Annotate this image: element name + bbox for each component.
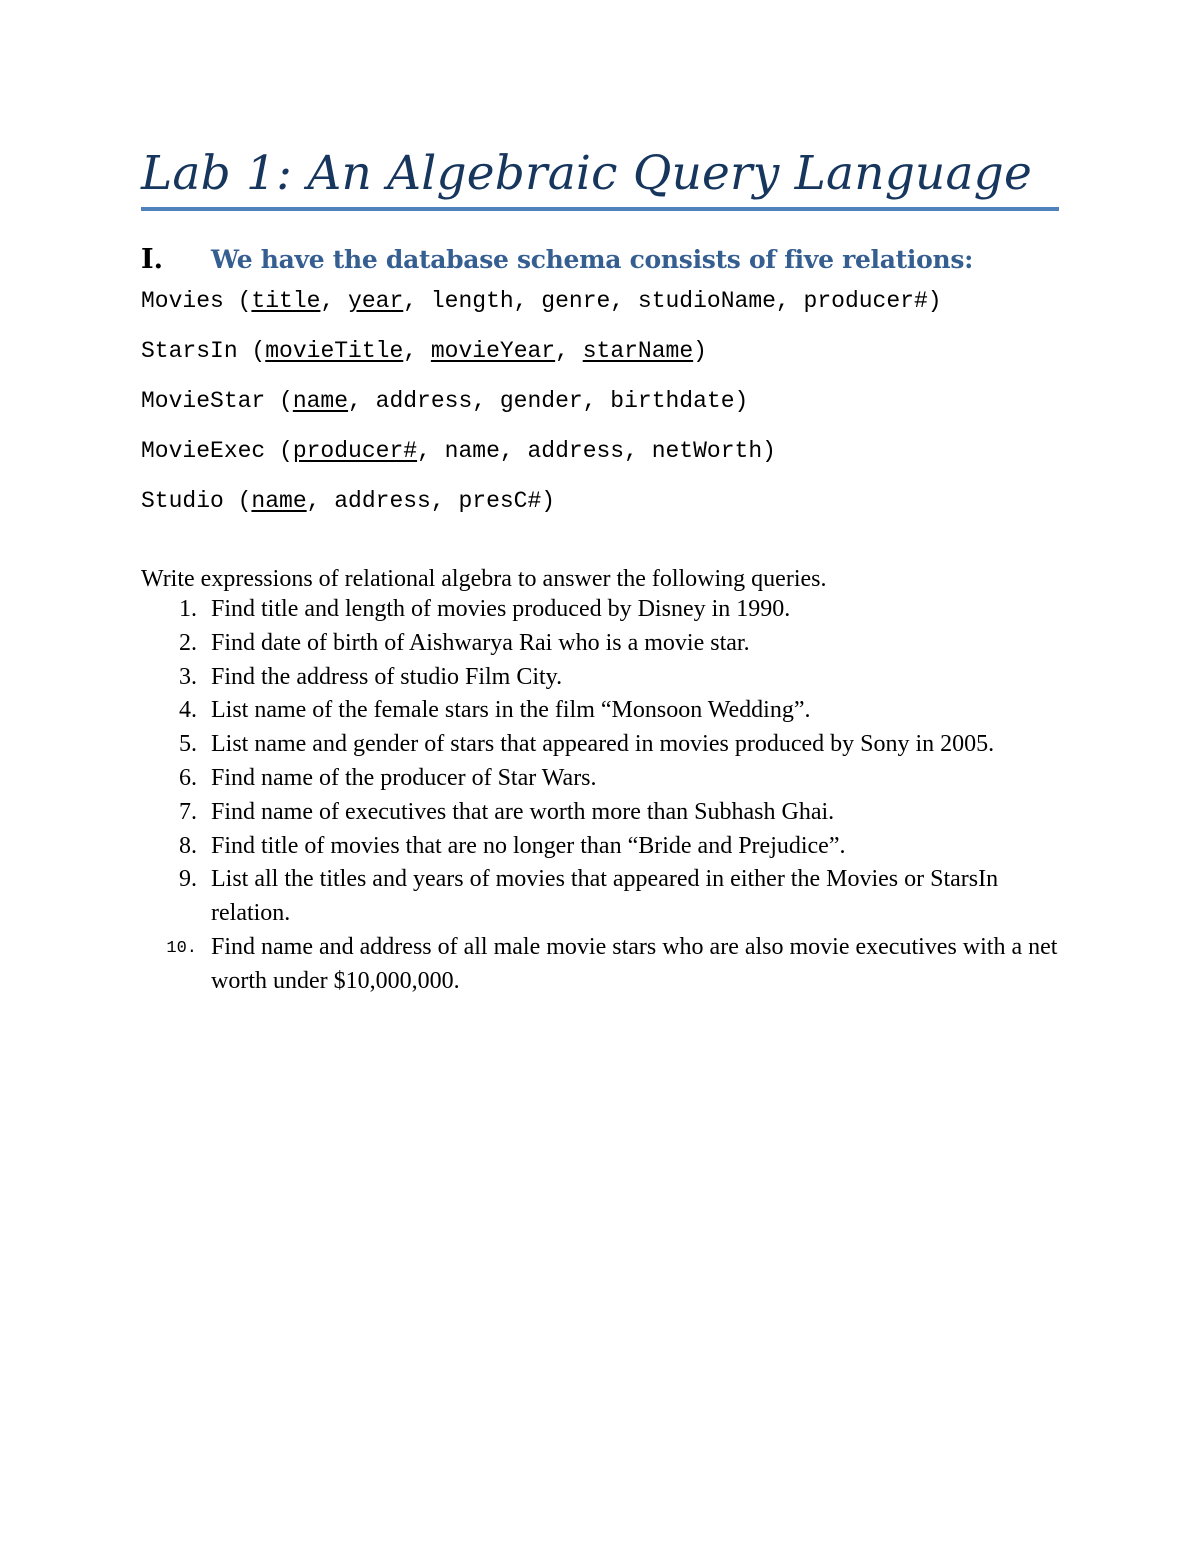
list-item — [141, 728, 1071, 762]
schema-key-attribute: starName — [582, 338, 694, 364]
list-item-text: Find name of the producer of Star Wars. — [211, 764, 597, 791]
schema-text: Movies ( — [141, 288, 252, 314]
schema-key-attribute: name — [251, 488, 307, 514]
list-item-text: List all the titles and years of movies that appeared in either the Movies or StarsIn relation. — [211, 866, 999, 927]
list-item — [141, 661, 1071, 695]
schema-text: , name, address, netWorth) — [417, 438, 776, 464]
list-item-number: 4. — [179, 697, 197, 724]
list-item — [141, 593, 1071, 627]
query-list — [141, 593, 1071, 999]
schema-key-attribute: name — [292, 388, 349, 414]
schema-text: , — [555, 338, 583, 364]
list-item — [141, 931, 1071, 999]
schema-text: MovieStar ( — [141, 388, 293, 414]
list-item-text: List name of the female stars in the film “Monsoon Wedding”. — [211, 697, 811, 724]
list-item-text: List name and gender of stars that appeared in movies produced by Sony in 2005. — [211, 731, 995, 758]
schema-relation-starsin — [141, 336, 707, 366]
schema-text: ) — [693, 338, 707, 364]
list-item-number: 8. — [179, 832, 197, 859]
schema-relation-movieexec — [141, 436, 776, 466]
list-item-text: Find the address of studio Film City. — [211, 663, 563, 690]
schema-text: , address, gender, birthdate) — [348, 388, 749, 414]
page-title: Lab 1: An Algebraic Query Language — [141, 146, 1032, 201]
list-item — [141, 830, 1071, 864]
schema-key-attribute: movieTitle — [265, 338, 404, 364]
schema-text: StarsIn ( — [141, 338, 266, 364]
list-item — [141, 627, 1071, 661]
schema-text: , length, genre, studioName, producer#) — [403, 288, 942, 314]
schema-key-attribute: title — [251, 288, 321, 314]
list-item-number: 7. — [179, 798, 197, 825]
schema-relation-studio — [141, 486, 555, 516]
list-item-text: Find title of movies that are no longer than “Bride and Prejudice”. — [211, 832, 846, 859]
instruction-text: Write expressions of relational algebra to answer the following queries. — [141, 566, 827, 592]
schema-text: MovieExec ( — [141, 438, 293, 464]
section-heading-text: We have the database schema consists of five relations: — [211, 245, 974, 274]
schema-key-attribute: producer# — [292, 438, 418, 464]
schema-key-attribute: movieYear — [430, 338, 556, 364]
schema-text: , address, presC#) — [306, 488, 556, 514]
list-item-number: 5. — [179, 731, 197, 758]
section-numeral: I. — [141, 244, 164, 275]
list-item-number: 3. — [179, 663, 197, 690]
list-item-text: Find date of birth of Aishwarya Rai who is a movie star. — [211, 629, 750, 656]
list-item-text: Find name of executives that are worth more than Subhash Ghai. — [211, 798, 835, 825]
list-item-number: 9. — [179, 866, 197, 893]
list-item-number: 1. — [179, 596, 197, 622]
schema-key-attribute: year — [348, 288, 404, 314]
list-item-number: 10. — [166, 938, 197, 958]
list-item-number: 2. — [179, 629, 197, 656]
list-item — [141, 762, 1071, 796]
list-item-text: Find name and address of all male movie stars who are also movie executives with a net worth under $10,000,000. — [211, 933, 1058, 994]
list-item — [141, 694, 1071, 728]
schema-relation-moviestar — [141, 386, 748, 416]
schema-relation-movies — [141, 286, 942, 316]
list-item — [141, 863, 1071, 931]
schema-text: , — [403, 338, 431, 364]
title-underline-rule — [141, 207, 1059, 211]
schema-text: , — [320, 288, 349, 314]
list-item-number: 6. — [179, 764, 197, 791]
list-item — [141, 796, 1071, 830]
schema-text: Studio ( — [141, 488, 252, 514]
list-item-text: Find title and length of movies produced by Disney in 1990. — [211, 596, 791, 622]
